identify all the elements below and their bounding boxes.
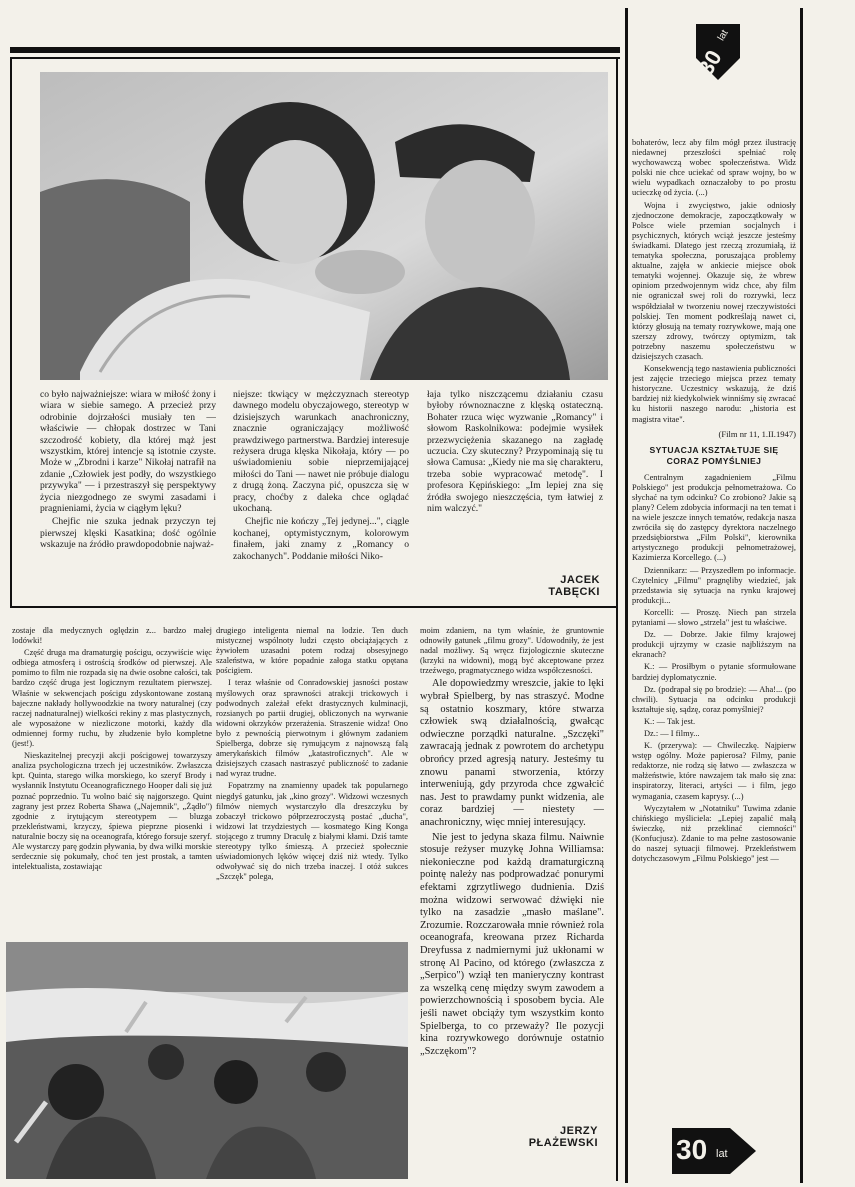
anniversary-badge-bottom (668, 1122, 760, 1180)
article2-col1b-text: Część druga ma dramaturgię pościgu, oczywiście więc odbiega atmosferą i ostrością środków od pierwszej. Ale pomimo to film nie rozpada się na dwie osobne całości, tak bardzo część druga jest logicznym rezultatem pierwszej. Właśnie w sekwencjach pościgu zdyskontowane zostaną bajeczne nakłady hollywoodzkie na twory naturalnej (czy raczej nadnaturalnej) wielkości rekiny z mas plastycznych, ale wyposażone w niezliczone motorki, każdy dla odmiennej formy ruchu, by złudzenie było kompletne (jest!). (12, 648, 212, 749)
sidebar-section-title-line2: CORAZ POMYŚLNIEJ (666, 455, 762, 466)
sidebar-p12: K. (przerywa): — Chwileczkę. Najpierw wstęp ogólny. Może papierosa? Filmy, panie redaktorze, nie rodzą się łatwo — zwłaszcza w małżeństwie, które nawzajem tak mało się zna: inspiratorzy, literaci, artyści — i film, jego wymagania, czasem kaprysy. (...) (632, 741, 796, 801)
badge-bottom-number: 30 (676, 1134, 708, 1165)
top-thin-rule (10, 57, 620, 59)
anniversary-badge-top (688, 22, 748, 82)
sidebar-p4: Centralnym zagadnieniem „Filmu Polskiego" jest produkcja pełnometrażowa. Co słychać na tym odcinku? Co zrobiono? Jakie są plany? Celem zdobycia informacji na ten temat i na wiele jeszcze innych tematów, redakcja nasza zwróciła się do zastępcy dyrektora naczelnego przedsiębiorstwa „Film Polski", kierownika artystycznego produkcji pełnometrażowej, Kazimierza Korcellego. (...) (632, 472, 796, 563)
article1-col1b-text: Chejfic nie szuka jednak przyczyn tej pierwszej klęski Kasatkina; dość ogólnie wskazuje na źródło prawdopodobnie najważ- (40, 516, 216, 551)
article1-column-2 (233, 389, 409, 601)
badge-bottom-suffix: lat (716, 1148, 728, 1160)
sidebar-column (632, 138, 796, 1113)
article2-column-2 (216, 626, 408, 944)
sidebar-p2: Wojna i zwycięstwo, jakie odniosły zjednoczone demokracje, zapoczątkowały w Polsce wiele przemian socjalnych i psychicznych, których wciąż jeszcze jesteśmy świadkami. Dlatego jest rzeczą zrozumiałą, iż tematyka społeczna, poruszająca problemy aktualne, zajęła w ankiecie miejsce obok tematyki wojennej. Okazuje się, że wbrew opiniom przedwojennym widz chce, aby film nie ograniczał swej roli do rozrywki, lecz współdziałał w tworzeniu nowej rzeczywistości polskiej. Ten moment podkreślają nawet ci, którzy głosują na tematy rozrywkowe, mają one szerszy zdrowy, twórczy optymizm, tak potrzebny naszemu społeczeństwu w dzisiejszych czasach. (632, 200, 796, 361)
film-still-couple-photo (40, 72, 608, 380)
article1-column-3 (427, 389, 603, 549)
film-still-beach-panic-photo (6, 942, 408, 1179)
article1-col2b-text: Chejfic nie kończy „Tej jedynej...", ciągle kochanej, optymistycznym, kolorowym finałem, jaki znamy z „Romancy o zakochanych". Poddanie miłości Niko- (233, 516, 409, 562)
sidebar-p8: K.: — Prosiłbym o pytanie sformułowane bardziej dyplomatycznie. (632, 662, 796, 682)
badge-suffix: lat (715, 28, 731, 43)
sidebar-right-rule (800, 8, 803, 1183)
top-thick-rule (10, 47, 620, 53)
article2-col1c-text: Nieskazitelnej precyzji akcji pościgowej towarzyszy analiza psychologiczna trzech jej uczestników. Zwłaszcza kpt. Quinta, starego wilka morskiego, ko szeryf Brody i wysłannik Instytutu Oceanograficznego Hooper dali się już poznać poprzednio. Tu wolno baić się najgorszego. Quint zagrany jest przez Roberta Shawa („Najemnik", „Żądło") zgodnie z irytującym stereotypem — bluzga przekleństwami, krzyczy, śpiewa pieprzne piosenki i naturalnie boczy się na oceanografa, którego forsuje szeryf. Ale wystarczy parę godzin pływania, by dwa wilki morskie serdecznie się pokumały, choć ten jest prostak, a tamten intelektualista, zostawiając (12, 751, 212, 872)
article2-author-first: JERZY (560, 1125, 598, 1137)
article2-byline (480, 1125, 598, 1149)
badge-number: 30 (692, 45, 727, 80)
article-divider-rule (10, 606, 618, 608)
article1-byline (480, 574, 600, 598)
sidebar-p7: Dz. — Dobrze. Jakie filmy krajowej produkcji ujrzymy w czasie najbliższym na ekranach? (632, 630, 796, 660)
article1-col1-text: co było najważniejsze: wiara w miłość żony i wiara w siebie samego. A przecież przy odrobinie dojrzałości musiały ten — właściwie — chłopak dostrzec w Tani szczodrość kobiety, dla której mąż jest wszystkim, której intencje są istotnie czyste. Może w „Zbrodni i karze" Nikołaj natrafił na zdanie „Człowiek jest podły, do wszystkiego przywyka" — i przestraszył się perspektywy życia niezgodnego ze swymi zasadami i pragnieniami, życia w ciągłym lęku? (40, 389, 216, 515)
article2-col2-text: drugiego inteligenta niemal na lodzie. Ten duch mistycznej wspólnoty ludzi często obciążających z żywiołem uzasadni potem rodzaj obsesyjnego szaleństwa, w które popadnie załoga statku opętana pościgiem. (216, 626, 408, 676)
sidebar-p11: Dz.: — I filmy... (644, 728, 700, 738)
article2-column-3 (420, 626, 604, 1126)
article1-author-first: JACEK (560, 574, 600, 586)
photo-frame-left (10, 59, 12, 607)
sidebar-left-rule (625, 8, 628, 1183)
article2-col3b-text: Ale dopowiedzmy wreszcie, jakie to lęki wybrał Spielberg, by nas straszyć. Modne są ostatnio koszmary, które stwarza człowiek swą działalnością, gwałcąc odwieczne porządki naturalne. „Szczęki" zawracają jednak z powrotem do archetypu obrońcy przed agresją natury. Jesteśmy tu znowu panami stworzenia, którzy interweniują, gdy przyroda chce zgwałcić nas. Jest to prawdamy punkt widzenia, ale coraz bardziej — niestety — anachroniczny, więc mniej interesujący. (420, 678, 604, 828)
sidebar-p13: Wyczytałem w „Notatniku" Tuwima zdanie chińskiego myśliciela: „Lepiej zapalić małą świeczkę, niż przeklinać ciemności" (Konfucjusz). Zdanie to ma pełne zastosowanie do naszej sytuacji filmowej. Przekleństwem dotychczasowym „Filmu Polskiego" jest — (632, 803, 796, 864)
photo-frame-right (616, 59, 618, 607)
sidebar-p5: Dziennikarz: — Przyszedłem po informacje. Czytelnicy „Filmu" pragnęliby wiedzieć, jak przedstawia się sytuacja na rynku krajowej produkcji... (632, 565, 796, 605)
article2-col3-text: moim zdaniem, na tym właśnie, że gruntownie odnowiły gatunek „filmu grozy". Udowodniły, że jest nadal możliwy. Są wręcz fizjologicznie skuteczne (krzyki na widowni), mogą być akceptowane przez trzeźwego, pragmatycznego widza współczesności. (420, 626, 604, 676)
sidebar-section-title (632, 445, 796, 467)
article1-column-1 (40, 389, 216, 601)
article1-col3-text: łaja tylko niszczącemu działaniu czasu byłoby równoznaczne z klęską ostateczną. Bohater rzuca więc wyzwanie „Romancy" i słowom Raskolnikowa: podejmie wysiłek przezwyciężenia skazanego na zagładę uczucia. Czy skuteczny? Przypominają się tu słowa Camusa: „Kiedy nie ma się charakteru, trzeba sobie wypracować metodę". I profesora Kępińskiego: „Im lepiej zna się źródła swojego nieszczęścia, tym łatwiej z nim walczyć." (427, 389, 603, 515)
article2-author-last: PŁAŻEWSKI (528, 1137, 598, 1149)
sidebar-p9: Dz. (podrapał się po brodzie): — Aha!... (po chwili). Sytuacja na odcinku produkcji kształtuje się, sądzę, coraz pomyślniej? (632, 684, 796, 714)
beach-photo-icon (6, 942, 408, 1179)
article1-col2-text: niejsze: tkwiący w mężczyznach stereotyp dawnego modelu obyczajowego, stereotyp w dzisiejszych warunkach anachroniczny, znacznie ograniczający możliwość prawdziwego partnerstwa. Bardziej interesuje reżysera druga klęska Nikołaja, który — po uświadomieniu sobie nieprzemijającej miłości do Tani — nawet nie próbuje dialogu z drugą żoną. Zaczyna pić, opuszcza się w pracy, choćby z daleka chce oglądać ukochaną. (233, 389, 409, 515)
bottom-frame-right (616, 608, 618, 1181)
sidebar-p10: K.: — Tak jest. (644, 716, 696, 726)
article2-column-1 (12, 626, 212, 944)
article2-col2c-text: Fopatrzmy na znamienny upadek tak popularnego niegdyś gatunku, jak „kino grozy". Widzowi wczesnych filmów niemych wystarczyło dla dreszczyku by zobaczył trickowo półprzezroczystą postać „ducha", widzowi lat trzydziestych — kosmatego King Konga stojącego z trumny Draculę z białymi kłami. Dziś tamte stereotypy tylko śmieszą. A przecież społecznie uświadomionych lęków więcej dziś niż wtedy. Tylko odwoływać się do nich trzeba inaczej. I otóż sukces „Szczęk" polega, (216, 781, 408, 882)
sidebar-section-title-line1: SYTUACJA KSZTAŁTUJE SIĘ (649, 444, 779, 455)
article2-col2b-text: I teraz właśnie od Conradowskiej jasności postaw myślowych oraz sprawności atrakcji trickowych i podwodnych zależał efekt drastycznych kulminacji, rozsianych po partii drugiej, obliczonych na wyrwanie widowni okrzyków przerażenia. Straszenie widza! Ono było z pewnością pierwotnym i głównym zadaniem Spielberga, dobrze się rymującym z najnowszą falą amerykańskich filmów „katastroficznych". Ale w dzisiejszych czasach nastraszyć publiczność to zadanie nad wyraz trudne. (216, 678, 408, 779)
sidebar-source: (Film nr 11, 1.II.1947) (718, 428, 796, 439)
sidebar-p6: Korcelli: — Proszę. Niech pan strzela pytaniami — słowo „strzela" jest tu właściwe. (632, 607, 796, 628)
article2-col1-text: zostaje dla medycznych oględzin z... bardzo małej lodówki! (12, 626, 212, 646)
article2-col3c-text: Nie jest to jedyna skaza filmu. Naiwnie stosuje reżyser muzykę Johna Williamsa: niekonieczne pod każdą dramaturgiczną pointę należy nas podprowadzać ponurymi efektami zgrzytliwego dudnienia. Dziś można widzowi serwować dźwięki nie tylko na zasadzie „masło maślane". Zrozumie. Rozczarowała mnie również rola oceanografa, kreowana przez Richarda Dreyfussa z nadmiernymi już ukłonami w stronę Al Pacino, od którego (zwłaszcza z „Serpico") wziął ten manieryczny kontrast za wszelką cenę między swym zawodem a powierzchownością i sposobem bycia. Ale jeśli nawet obciąży tym wszystkim konto Spielberga, to co przeważy? Ile pozycji kina rozrywkowego dorównuje ostatnio „Szczękom"? (420, 831, 604, 1057)
sidebar-p1: bohaterów, lecz aby film mógł przez ilustrację niedawnej przeszłości spełniać rolę wychowawczą wobec społeczeństwa. Widz polski nie chce uciekać od spraw wojny, bo w wielu wypadkach oznaczałoby to po prostu ucieczkę od życia. (...) (632, 138, 796, 198)
article1-author-last: TABĘCKI (548, 586, 600, 598)
sidebar-p3: Konsekwencją tego nastawienia publiczności jest zajęcie trzeciego miejsca przez tematy historyczne. Uczestnicy wskazują, że dziś bardziej niż kiedykolwiek winniśmy się zwracać ku historii naszego narodu: „historia est magistra vitae". (632, 364, 796, 424)
couple-photo-icon (40, 72, 608, 380)
